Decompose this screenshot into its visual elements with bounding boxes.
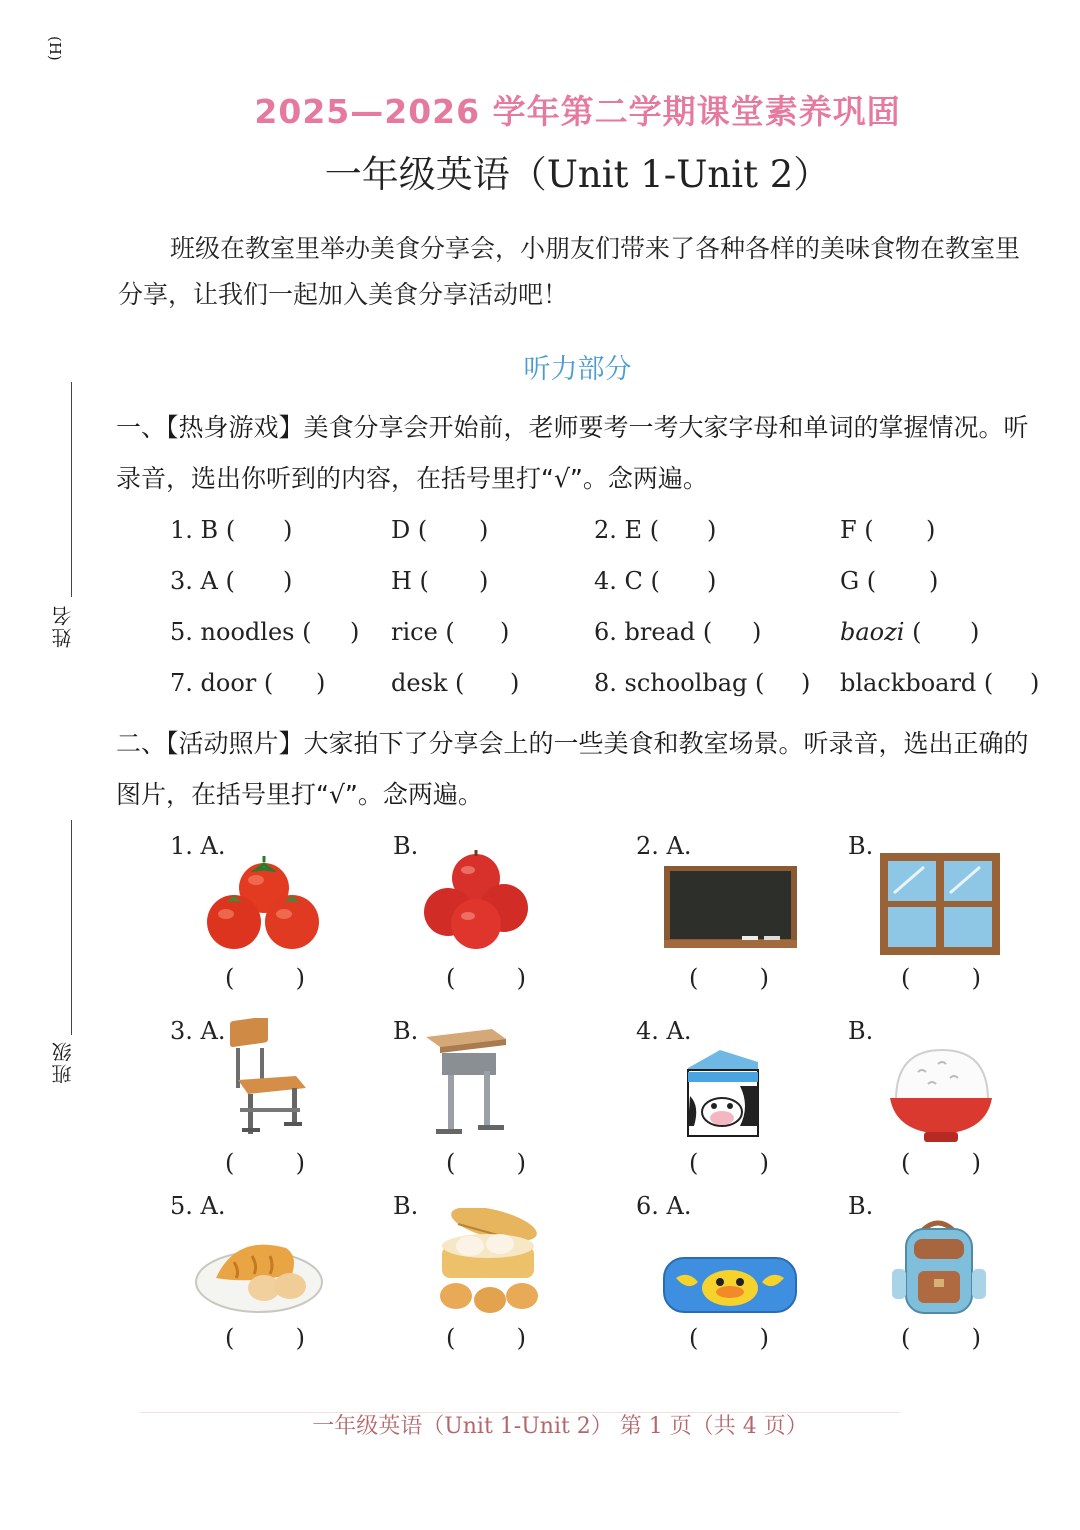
schoolbag-image [884, 1219, 994, 1319]
q2-paren-5a[interactable]: ( ) [225, 1324, 305, 1352]
q2-paren-6a[interactable]: ( ) [689, 1324, 769, 1352]
q2-paren-1a[interactable]: ( ) [225, 964, 305, 992]
q1-item7-b: desk ( [391, 669, 465, 697]
rice-bowl-image [888, 1048, 994, 1144]
section-title: 听力部分 [523, 354, 632, 385]
q1-item6-b: baozi ( [840, 618, 922, 646]
q1-close: ) [752, 618, 762, 646]
q2-label-6a: 6. A. [636, 1192, 692, 1220]
q2-label-5b: B. [393, 1192, 419, 1220]
q1-item1-a: 1. B ( [170, 516, 236, 544]
q1-item7-a: 7. door ( [170, 669, 274, 697]
exam-subtitle: 一年级英语（Unit 1-Unit 2） [324, 153, 831, 196]
q1-item8-b: blackboard ( [840, 669, 994, 697]
q2-paren-1b[interactable]: ( ) [446, 964, 526, 992]
q1-item3-a: 3. A ( [170, 567, 235, 595]
q1-close: ) [479, 567, 489, 595]
q2-label-2b: B. [848, 832, 874, 860]
q1-close: ) [316, 669, 326, 697]
q2-label-4b: B. [848, 1017, 874, 1045]
q1-close: ) [970, 618, 980, 646]
baozi-steamer-image [434, 1208, 544, 1316]
q2-paren-5b[interactable]: ( ) [446, 1324, 526, 1352]
q1-item3-b: H ( [391, 567, 429, 595]
q2-paren-6b[interactable]: ( ) [901, 1324, 981, 1352]
q1-item8-a: 8. schoolbag ( [594, 669, 765, 697]
q1-close: ) [500, 618, 510, 646]
q1-item2-b: F ( [840, 516, 874, 544]
q1-item2-a: 2. E ( [594, 516, 660, 544]
tomatoes-image [204, 852, 324, 952]
q2-paren-2b[interactable]: ( ) [901, 964, 981, 992]
q1-close: ) [929, 567, 939, 595]
q2-label-5a: 5. A. [170, 1192, 226, 1220]
milk-carton-image [680, 1046, 766, 1138]
blackboard-image [664, 866, 797, 950]
q1-close: ) [283, 516, 293, 544]
q1-close: ) [350, 618, 360, 646]
chair-image [226, 1018, 310, 1140]
q1-close: ) [510, 669, 520, 697]
class-line [71, 820, 72, 1035]
q2-paren-3b[interactable]: ( ) [446, 1149, 526, 1177]
q1-item4-b: G ( [840, 567, 877, 595]
q1-close: ) [707, 516, 717, 544]
q2-label-1a: 1. A. [170, 832, 226, 860]
paper-code: (H) [46, 36, 64, 61]
q1-close: ) [926, 516, 936, 544]
q1-close: ) [801, 669, 811, 697]
q2-paren-4a[interactable]: ( ) [689, 1149, 769, 1177]
page-footer: 一年级英语（Unit 1-Unit 2） 第 1 页（共 4 页） [312, 1414, 808, 1439]
exam-title: 2025—2026 学年第二学期课堂素养巩固 [254, 92, 901, 131]
bread-image [194, 1232, 324, 1316]
q1-item6-a: 6. bread ( [594, 618, 713, 646]
q2-label-6b: B. [848, 1192, 874, 1220]
desk-image [422, 1025, 508, 1140]
q2-paren-2a[interactable]: ( ) [689, 964, 769, 992]
q2-label-1b: B. [393, 832, 419, 860]
q1-item5-b: rice ( [391, 618, 455, 646]
q1-item5-a: 5. noodles ( [170, 618, 312, 646]
q2-heading: 二、【活动照片】大家拍下了分享会上的一些美食和教室场景。听录音，选出正确的图片，在括号里打“√”。念两遍。 [116, 729, 1029, 809]
intro-text: 班级在教室里举办美食分享会，小朋友们带来了各种各样的美味食物在教室里分享，让我们一起加入美食分享活动吧！ [118, 234, 1021, 309]
q1-item4-a: 4. C ( [594, 567, 660, 595]
apples-image [420, 848, 532, 952]
q2-label-3a: 3. A. [170, 1017, 226, 1045]
q2-paren-4b[interactable]: ( ) [901, 1149, 981, 1177]
q1-close: ) [1030, 669, 1040, 697]
q2-label-4a: 4. A. [636, 1017, 692, 1045]
q2-paren-3a[interactable]: ( ) [225, 1149, 305, 1177]
name-label: 姓名 [51, 604, 75, 648]
q2-label-3b: B. [393, 1017, 419, 1045]
q1-heading: 一、【热身游戏】美食分享会开始前，老师要考一考大家字母和单词的掌握情况。听录音，选出你听到的内容，在括号里打“√”。念两遍。 [116, 413, 1029, 493]
q1-close: ) [479, 516, 489, 544]
name-line [71, 382, 72, 597]
q1-item1-b: D ( [391, 516, 428, 544]
class-label: 班级 [51, 1040, 75, 1084]
window-image [880, 853, 1000, 955]
pencil-case-image [662, 1254, 798, 1316]
q1-close: ) [707, 567, 717, 595]
q2-label-2a: 2. A. [636, 832, 692, 860]
q1-close: ) [283, 567, 293, 595]
